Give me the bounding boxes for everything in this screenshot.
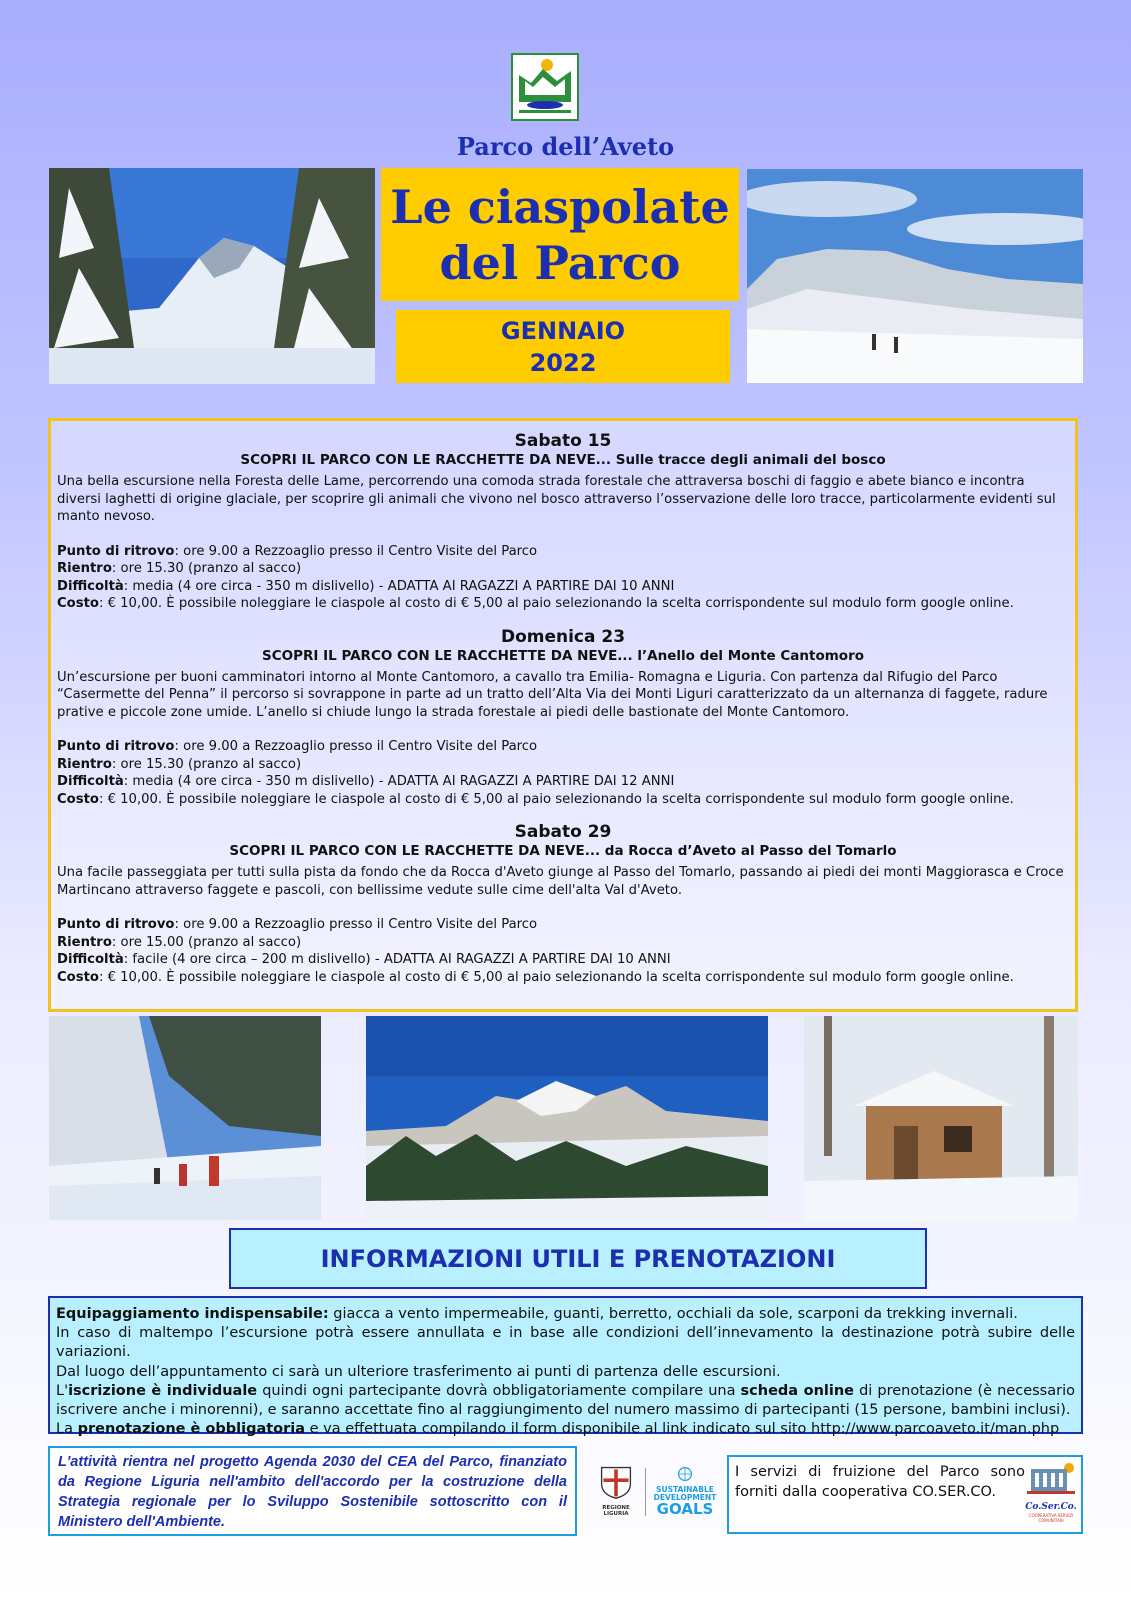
event-description: Un’escursione per buoni camminatori intorno al Monte Cantomoro, a cavallo tra Emilia- Romagna e Liguria. Con partenza dal Rifugio del Parco “Casermette del Penna” il percorso si sovrappone in parte ad un tratto dell’Alta Via dei Monti Liguri caratterizzato da un alternanza di faggete, radure prative e piccole zone umide. L’anello si chiude lungo la strada forestale ai piedi delle bastionate del Monte Cantomoro. bbox=[57, 669, 1048, 720]
coserco-logo bbox=[1023, 1461, 1079, 1531]
park-logo-icon bbox=[513, 55, 577, 119]
event-title: SCOPRI IL PARCO CON LE RACCHETTE DA NEVE... Sulle tracce degli animali del bosco bbox=[240, 452, 886, 468]
event-3 bbox=[57, 822, 1069, 986]
event-description: Una facile passeggiata per tutti sulla pista da fondo che da Rocca d'Aveto giunge al Passo del Tomarlo, passando ai piedi dei monti Maggiorasca e Croce Martincano attraverso faggete e pascoli, con bellissime vedute sulle cime dell'alta Val d'Aveto. bbox=[57, 865, 1064, 898]
coserco-building-icon bbox=[1023, 1461, 1079, 1495]
coserco-text: I servizi di fruizione del Parco sono forniti dalla cooperativa CO.SER.CO. bbox=[735, 1464, 1025, 1500]
equipment-text: Equipaggiamento indispensabile: giacca a vento impermeabile, guanti, berretto, occhiali da sole, scarponi da trekking invernali. bbox=[56, 1306, 1018, 1322]
event-difficulty: Difficoltà: media (4 ore circa - 350 m dislivello) - ADATTA AI RAGAZZI A PARTIRE DAI 12 ANNI bbox=[57, 774, 675, 789]
registration-text: L'iscrizione è individuale quindi ogni partecipante dovrà obbligatoriamente compilare una scheda online di prenotazione (è necessario iscrivere anche i minorenni), e saranno accettate fino al raggiungimento del numero massimo di partecipanti (15 persone, bambini inclusi). bbox=[56, 1382, 1075, 1419]
info-header: INFORMAZIONI UTILI E PRENOTAZIONI bbox=[229, 1228, 927, 1289]
park-logo bbox=[511, 53, 579, 121]
event-cost: Costo: € 10,00. È possibile noleggiare le ciaspole al costo di € 5,00 al paio selezionando la scelta corrispondente sul modulo form google online. bbox=[57, 969, 1014, 985]
event-title: SCOPRI IL PARCO CON LE RACCHETTE DA NEVE... da Rocca d’Aveto al Passo del Tomarlo bbox=[229, 843, 897, 859]
event-return: Rientro: ore 15.30 (pranzo al sacco) bbox=[57, 756, 302, 772]
month-label: GENNAIO bbox=[500, 316, 626, 345]
event-1 bbox=[57, 431, 1069, 613]
sdg-line-3: GOALS bbox=[656, 1500, 714, 1518]
agenda-2030-box: L'attività rientra nel progetto Agenda 2030 del CEA del Parco, finanziato da Regione Liguria nell'ambito dell'accordo per la costruzione della Strategia regionale per lo Sviluppo Sostenibile sottoscritto con il Ministero dell'Ambiente. bbox=[48, 1446, 577, 1536]
event-date: Sabato 29 bbox=[514, 822, 612, 842]
sdg-line-1: SUSTAINABLE bbox=[656, 1485, 714, 1494]
title-line-2: del Parco bbox=[439, 235, 681, 290]
event-difficulty: Difficoltà: facile (4 ore circa – 200 m dislivello) - ADATTA AI RAGAZZI A PARTIRE DAI 10 ANNI bbox=[57, 952, 671, 967]
event-title: SCOPRI IL PARCO CON LE RACCHETTE DA NEVE... l’Anello del Monte Cantomoro bbox=[262, 647, 864, 664]
event-meeting: Punto di ritrovo: ore 9.00 a Rezzoaglio presso il Centro Visite del Parco bbox=[57, 739, 538, 754]
event-cost: Costo: € 10,00. È possibile noleggiare le ciaspole al costo di € 5,00 al paio selezionando la scelta corrispondente sul modulo form google online. bbox=[57, 791, 1014, 807]
photo-snowshoe-hikers bbox=[49, 1016, 321, 1220]
photo-snowy-ridge bbox=[747, 169, 1083, 383]
events-box bbox=[48, 418, 1078, 1012]
coserco-logo-sub: COOPERATIVA SERVIZI COMUNITARI bbox=[1028, 1512, 1074, 1523]
un-globe-icon bbox=[677, 1466, 693, 1482]
logo-divider bbox=[645, 1468, 646, 1516]
sdg-logo bbox=[652, 1466, 718, 1520]
photo-snowy-forest bbox=[49, 168, 375, 384]
event-cost: Costo: € 10,00. È possibile noleggiare le ciaspole al costo di € 5,00 al paio selezionando la scelta corrispondente sul modulo form google online. bbox=[57, 596, 1014, 611]
regione-liguria-icon bbox=[598, 1464, 634, 1500]
event-difficulty: Difficoltà: media (4 ore circa - 350 m dislivello) - ADATTA AI RAGAZZI A PARTIRE DAI 10 ANNI bbox=[57, 578, 675, 594]
event-description: Una bella escursione nella Foresta delle Lame, percorrendo una comoda strada forestale che attraversa boschi di faggio e abete bianco e incontra diversi laghetti di origine glaciale, per scoprire gli animali che vivono nel bosco attraverso l’osservazione delle loro tracce, particolarmente evidenti sul manto nevoso. bbox=[57, 474, 1056, 524]
park-name: Parco dell’Aveto bbox=[456, 132, 675, 161]
event-2 bbox=[57, 627, 1069, 809]
photo-snowy-cabin bbox=[804, 1016, 1078, 1222]
coserco-box bbox=[727, 1455, 1083, 1534]
sdg-line-2: DEVELOPMENT bbox=[653, 1493, 717, 1502]
transfer-text: Dal luogo dell’appuntamento ci sarà un ulteriore trasferimento ai punti di partenza delle escursioni. bbox=[56, 1363, 781, 1380]
booking-text: La prenotazione è obbligatoria e va effettuata compilando il form disponibile al link indicato sul sito http://www.parcoaveto.it/man.php bbox=[56, 1421, 1060, 1438]
title-banner bbox=[381, 168, 739, 301]
photo-mountain-peaks bbox=[366, 1016, 768, 1222]
event-meeting: Punto di ritrovo: ore 9.00 a Rezzoaglio presso il Centro Visite del Parco bbox=[57, 543, 538, 559]
year-label: 2022 bbox=[529, 348, 597, 377]
info-box bbox=[48, 1296, 1083, 1438]
coserco-logo-text: Co.Ser.Co. bbox=[1025, 1501, 1077, 1512]
date-banner bbox=[396, 310, 730, 383]
event-meeting: Punto di ritrovo: ore 9.00 a Rezzoaglio presso il Centro Visite del Parco bbox=[57, 917, 538, 932]
event-date: Sabato 15 bbox=[514, 431, 612, 451]
regione-liguria-logo bbox=[594, 1464, 638, 1520]
regione-liguria-label: REGIONE LIGURIA bbox=[602, 1505, 630, 1517]
weather-text: In caso di maltempo l’escursione potrà essere annullata e in base alle condizioni dell’innevamento la destinazione potrà subire delle variazioni. bbox=[56, 1325, 1075, 1361]
event-return: Rientro: ore 15.00 (pranzo al sacco) bbox=[57, 934, 302, 950]
title-line-1: Le ciaspolate bbox=[390, 179, 730, 234]
event-date: Domenica 23 bbox=[500, 626, 626, 647]
event-return: Rientro: ore 15.30 (pranzo al sacco) bbox=[57, 561, 302, 576]
